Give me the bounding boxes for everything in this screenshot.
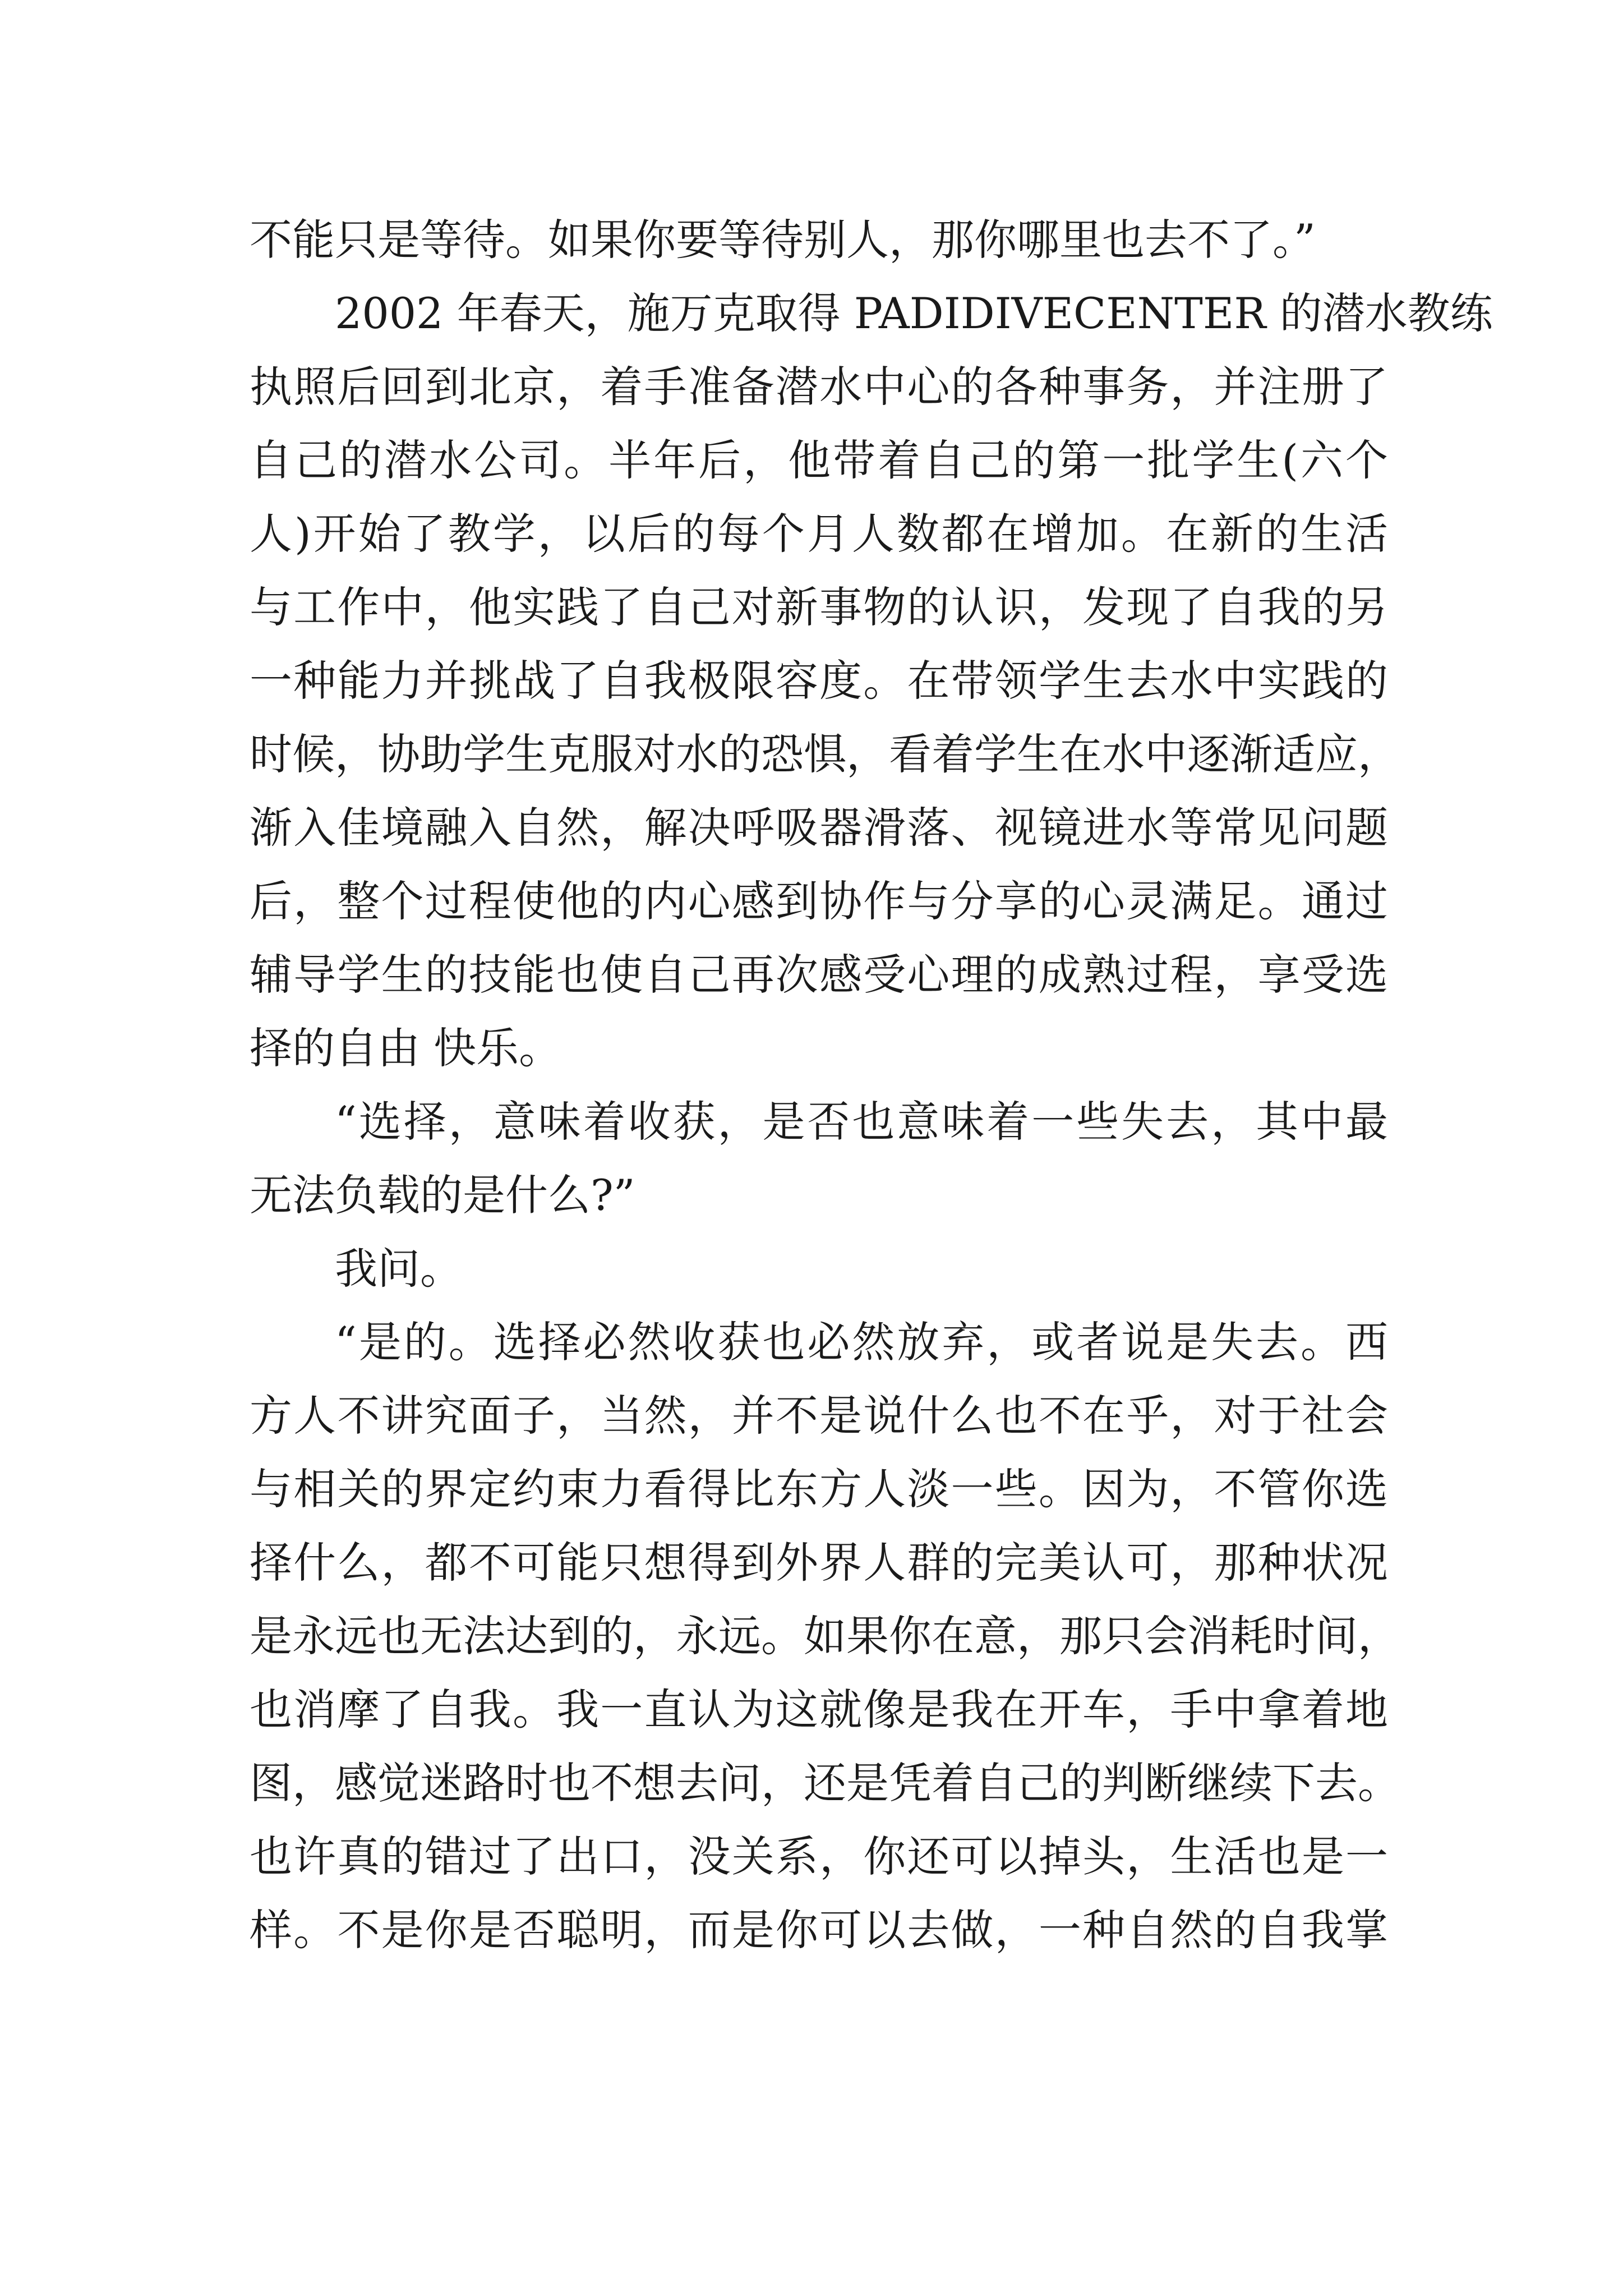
text-line: 2002 年春天，施万克取得 PADIDIVECENTER 的潜水教练: [335, 288, 1493, 338]
body-text: [250, 203, 1493, 1967]
text-line: 后，整个过程使他的内心感到协作与分享的心灵满足。通过: [250, 876, 1388, 926]
text-line: 辅导学生的技能也使自己再次感受心理的成熟过程，享受选: [250, 950, 1388, 1000]
text-line: “选择，意味着收获，是否也意味着一些失去，其中最: [335, 1097, 1388, 1147]
text-line: 方人不讲究面子，当然，并不是说什么也不在乎，对于社会: [250, 1391, 1388, 1441]
text-line: 一种能力并挑战了自我极限容度。在带领学生去水中实践的: [250, 656, 1388, 706]
text-line: 人)开始了教学，以后的每个月人数都在增加。在新的生活: [250, 509, 1388, 559]
text-line: 时候，协助学生克服对水的恐惧，看着学生在水中逐渐适应，: [250, 729, 1400, 779]
text-line: 择的自由 快乐。: [250, 1023, 562, 1073]
text-line: 也许真的错过了出口，没关系，你还可以掉头，生活也是一: [250, 1832, 1388, 1881]
text-line: 与相关的界定约束力看得比东方人淡一些。因为，不管你选: [250, 1464, 1388, 1514]
text-line: 不能只是等待。如果你要等待别人，那你哪里也去不了。”: [250, 215, 1316, 265]
text-line: 图，感觉迷路时也不想去问，还是凭着自己的判断继续下去。: [250, 1758, 1400, 1808]
text-line: 也消摩了自我。我一直认为这就像是我在开车，手中拿着地: [250, 1685, 1388, 1734]
text-line: 与工作中，他实践了自己对新事物的认识，发现了自我的另: [250, 582, 1388, 632]
text-line: 是永远也无法达到的，永远。如果你在意，那只会消耗时间，: [250, 1611, 1400, 1661]
text-line: 渐入佳境融入自然，解决呼吸器滑落、视镜进水等常见问题: [250, 803, 1388, 853]
text-line: 我问。: [335, 1244, 463, 1294]
text-line: 无法负载的是什么?”: [250, 1170, 635, 1220]
text-line: “是的。选择必然收获也必然放弃，或者说是失去。西: [335, 1317, 1388, 1367]
text-line: 择什么，都不可能只想得到外界人群的完美认可，那种状况: [250, 1538, 1388, 1588]
text-line: 样。不是你是否聪明，而是你可以去做，一种自然的自我掌: [250, 1905, 1388, 1955]
text-line: 执照后回到北京，着手准备潜水中心的各种事务，并注册了: [250, 362, 1388, 412]
text-line: 自己的潜水公司。半年后，他带着自己的第一批学生(六个: [250, 435, 1388, 485]
